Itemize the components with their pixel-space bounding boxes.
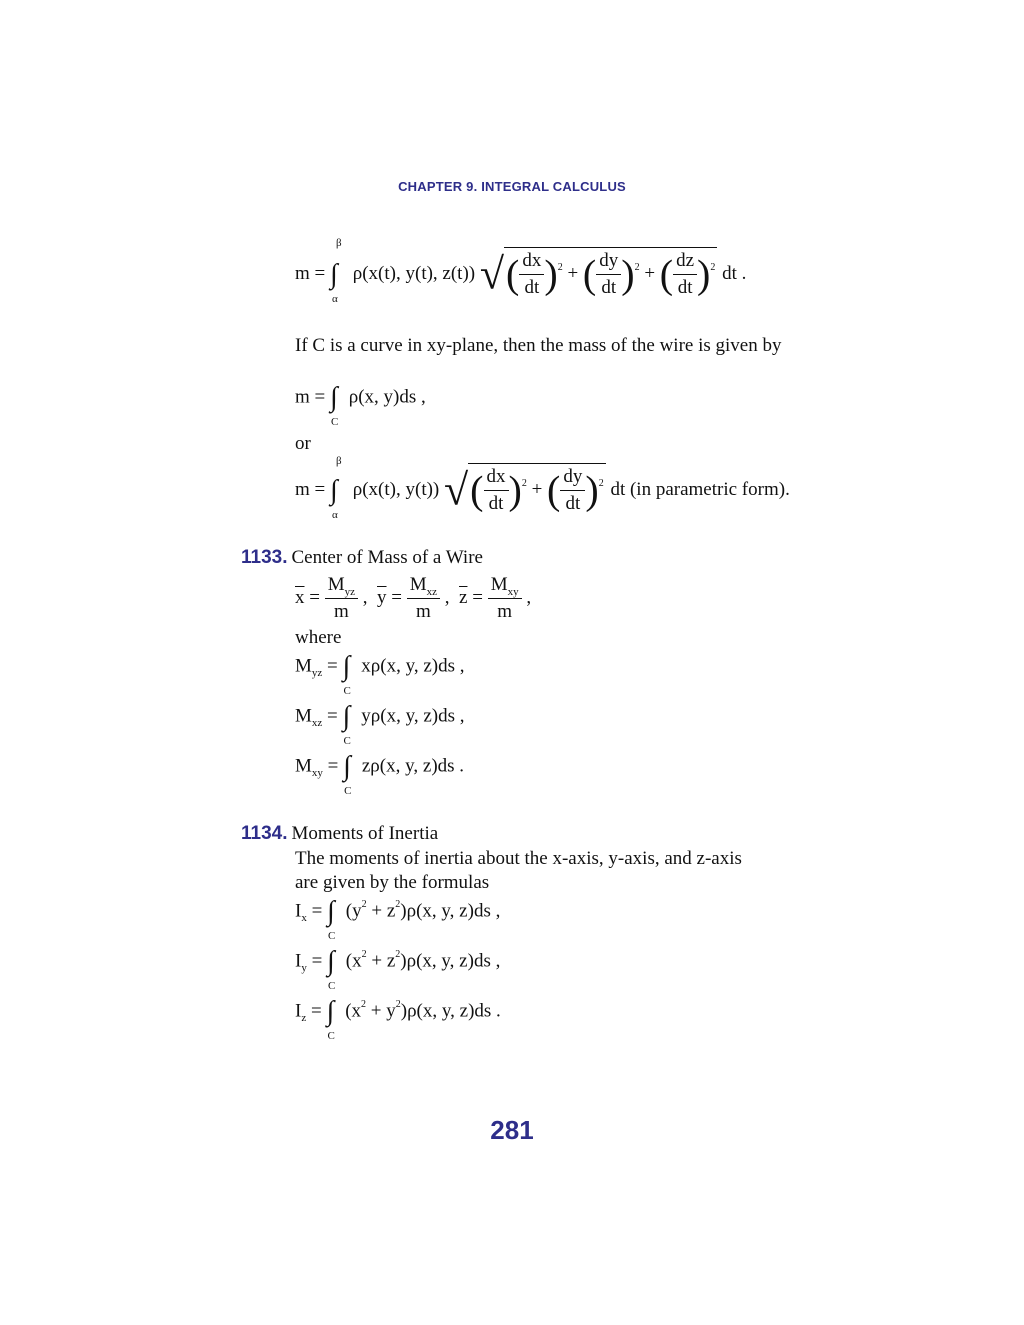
- formula-tail: dt .: [722, 262, 747, 284]
- formula-moment-yz: $M_{yz}$ = ∫ C xρ(x, y, z)ds ,: [295, 651, 465, 697]
- sqrt-sign: √: [444, 465, 469, 515]
- formula-lhs: m =: [295, 262, 326, 284]
- formula-inertia-x: $I_x$ = ∫ C $(y^2 + z^2)\rho(x$, y, z)ds ,: [295, 896, 501, 942]
- formula-mass-param: m = β ∫ α ρ(x(t), y(t)) √( $\frac{dx}{dt}$ )$^2$ + ( $\frac{dy}{dt}$ )$^2$ dt (in parametric form).: [295, 454, 790, 521]
- sqrt-sign: √: [479, 249, 505, 299]
- integrand: ρ(x(t), y(t), z(t)): [352, 262, 476, 284]
- sqrt-body: ( $\frac{dx}{dt}$ )$^2$ + ( $\frac{dy}{dt}$ )$^2$ + ( $\frac{dz}{dt}$ )$^2$: [504, 247, 717, 299]
- formula-mass-2d: m = ∫ C ρ(x, y)ds ,: [295, 382, 426, 428]
- upper-limit: β: [336, 236, 342, 249]
- formula-center-of-mass: $\overline{x}$ = $\frac{M_{yz}}{m}$ , $\overline{y}$ = $\frac{M_{xz}}{m}$ , $\overline{z}$ = $\frac{M_{xy}}{m}$ ,: [295, 574, 532, 622]
- integral-sign: ∫: [330, 474, 338, 506]
- formula-mass-3d: [295, 236, 747, 305]
- integral-sign: ∫: [330, 382, 338, 413]
- chapter-header: CHAPTER 9. INTEGRAL CALCULUS: [398, 179, 626, 194]
- word-or: or: [295, 433, 311, 454]
- paragraph-inertia-line1: The moments of inertia about the x-axis, y-axis, and z-axis: [295, 848, 742, 869]
- page-number: 281: [490, 1115, 534, 1145]
- paragraph-inertia-line2: are given by the formulas: [295, 872, 490, 893]
- section-title: Moments of Inertia: [291, 823, 439, 844]
- formula-moment-xy: $M_{xy}$ = ∫ C zρ(x, y, z)ds .: [295, 751, 465, 797]
- lower-limit: α: [332, 292, 338, 305]
- section-title: Center of Mass of a Wire: [291, 547, 483, 568]
- paragraph-curve-xy: If C is a curve in xy-plane, then the mass of the wire is given by: [295, 335, 782, 356]
- formula-moment-xz: $M_{xz}$ = ∫ C yρ(x, y, z)ds ,: [295, 701, 465, 747]
- word-where: where: [295, 627, 342, 648]
- integral-sign: ∫: [330, 258, 338, 290]
- section-1134-heading: [241, 822, 438, 846]
- formula-inertia-y: $I_y$ = ∫ C $(x^2 + z^2)\rho(x$, y, z)ds ,: [295, 946, 501, 992]
- section-1133-heading: [241, 546, 483, 570]
- section-number: 1134.: [241, 823, 288, 844]
- section-number: 1133.: [241, 547, 288, 568]
- formula-inertia-z: $I_z$ = ∫ C $(x^2 + y^2)\rho(x$, y, z)ds .: [295, 996, 501, 1042]
